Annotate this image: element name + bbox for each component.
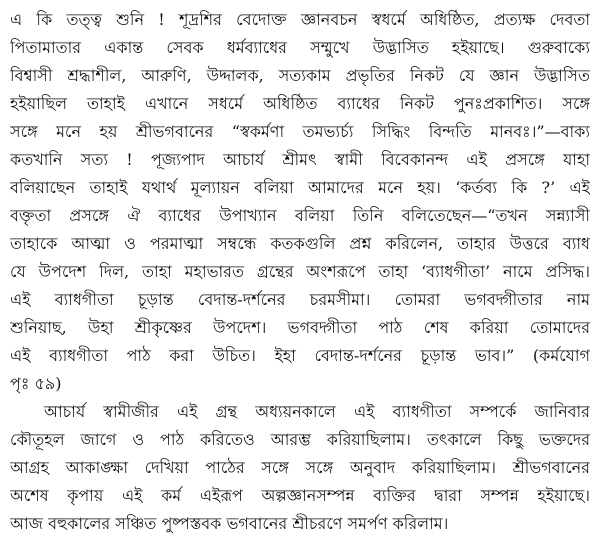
text-line: পিতামাতার একান্ত সেবক ধর্মব্যাধের সম্মুখে উদ্ভাসিত হইয়াছে। গুরুবাক্যে — [10, 38, 590, 57]
text-line: পৃঃ ৫৯) — [10, 374, 62, 393]
text-line: হইয়াছিল তাহাই এখানে সধর্মে অধিষ্ঠিত ব্যাধের নিকট পুনঃপ্রকাশিত। সঙ্গে — [10, 94, 590, 113]
text-line: বলিয়াছেন তাহাই যথার্থ মূল্যায়ন বলিয়া আমাদের মনে হয়। ‘কর্তব্য কি ?’ এই — [10, 178, 590, 197]
text-line: তাহাকে আত্মা ও পরমাত্মা সম্বন্ধে কতকগুলি প্রশ্ন করিলেন, তাহার উত্তরে ব্যাধ — [10, 234, 590, 253]
text-line: এই ব্যাধগীতা চূড়ান্ত বেদান্ত-দর্শনের চরমসীমা। তোমরা ভগবদ্গীতার নাম — [10, 290, 590, 309]
text-line: সঙ্গে মনে হয় শ্রীভগবানের “স্বকর্মণা তমভ্যর্চ্য সিদ্ধিং বিন্দতি মানবঃ।”—বাক্য — [10, 122, 590, 141]
paragraph-2 — [10, 398, 590, 538]
text-line: আগ্রহ আকাঙ্ক্ষা দেখিয়া পাঠের সঙ্গে সঙ্গে অনুবাদ করিয়াছিলাম। শ্রীভগবানের — [10, 458, 590, 477]
text-line: অশেষ কৃপায় এই কর্ম এইরূপ অল্পজ্ঞানসম্পন্ন ব্যক্তির দ্বারা সম্পন্ন হইয়াছে। — [10, 486, 590, 505]
text-line: এ কি তত্ত্ব শুনি ! শূদ্রশির বেদোক্ত জ্ঞানবচন স্বধর্মে অধিষ্ঠিত, প্রত্যক্ষ দেবতা — [10, 10, 590, 29]
text-line: বক্তৃতা প্রসঙ্গে ঐ ব্যাধের উপাখ্যান বলিয়া তিনি বলিতেছেন—“তখন সন্ন্যাসী — [10, 206, 590, 225]
text-line: কৌতূহল জাগে ও পাঠ করিতেও আরম্ভ করিয়াছিলাম। তৎকালে কিছু ভক্তদের — [10, 430, 590, 449]
text-line: শুনিয়াছ, উহা শ্রীকৃষ্ণের উপদেশ। ভগবদ্গীতা পাঠ শেষ করিয়া তোমাদের — [10, 318, 590, 337]
paragraph-1 — [10, 6, 590, 398]
text-line: কতখানি সত্য ! পূজ্যপাদ আচার্য শ্রীমৎ স্বামী বিবেকানন্দ এই প্রসঙ্গে যাহা — [10, 150, 590, 169]
text-line: বিশ্বাসী শ্রদ্ধাশীল, আরুণি, উদ্দালক, সত্যকাম প্রভৃতির নিকট যে জ্ঞান উদ্ভাসিত — [10, 66, 590, 85]
text-line: যে উপদেশ দিল, তাহা মহাভারত গ্রন্থের অংশরূপে তাহা ‘ব্যাধগীতা’ নামে প্রসিদ্ধ। — [10, 262, 590, 281]
text-line: আজ বহুকালের সঞ্চিত পুষ্পস্তবক ভগবানের শ্রীচরণে সমর্পণ করিলাম। — [10, 514, 449, 533]
text-line: এই ব্যাধগীতা পাঠ করা উচিত। ইহা বেদান্ত-দর্শনের চূড়ান্ত ভাব।” (কর্মযোগ — [10, 346, 590, 365]
text-line: আচার্য স্বামীজীর এই গ্রন্থ অধ্যয়নকালে এই ব্যাধগীতা সম্পর্কে জানিবার — [44, 402, 590, 421]
